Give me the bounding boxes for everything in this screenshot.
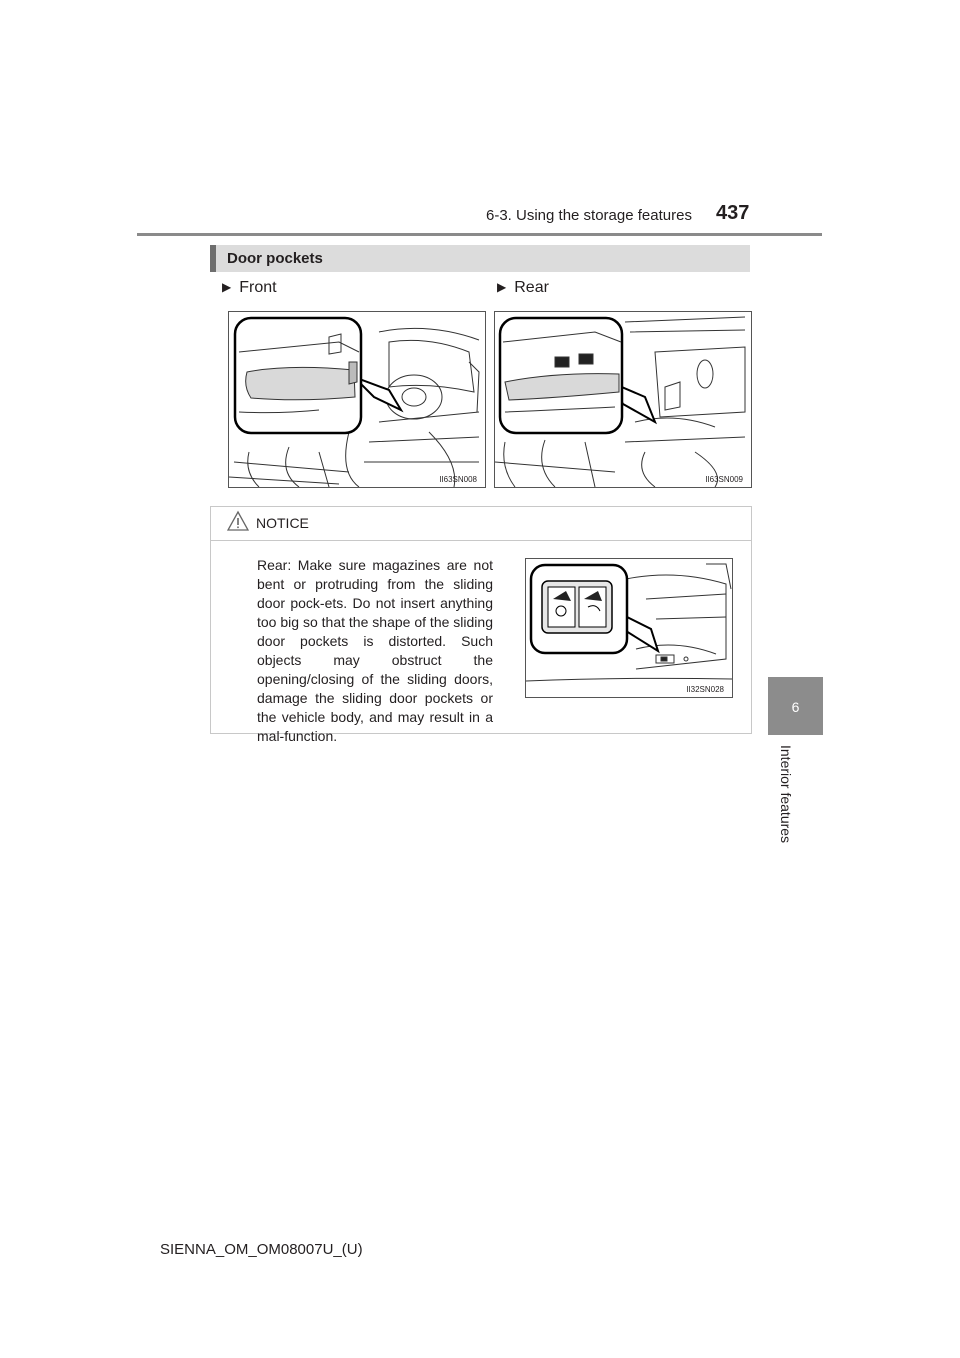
section-accent xyxy=(210,245,216,272)
footer-manual-id: SIENNA_OM_OM08007U_(U) xyxy=(160,1241,363,1258)
warning-triangle-icon xyxy=(227,510,249,532)
section-heading xyxy=(210,245,750,272)
figure-code: II32SN028 xyxy=(686,685,724,694)
notice-title: NOTICE xyxy=(256,515,309,531)
notice-text: Rear: Make sure magazines are not bent or protruding from the sliding door pock-ets. Do not insert anything too big so that the shape of the sliding door pockets is distorted. Such objects may obstruct the opening/closing of the sliding doors, damage the sliding door pockets or the vehicle body, and may result in a mal-function. xyxy=(257,557,493,744)
notice-divider xyxy=(211,540,751,541)
rear-label: ▶ Rear xyxy=(497,279,549,296)
figure-code: II63SN009 xyxy=(705,475,743,484)
page-number: 437 xyxy=(716,202,750,224)
rear-interior-drawing xyxy=(495,312,751,487)
triangle-bullet-icon: ▶ xyxy=(222,280,232,294)
notice-illustration xyxy=(525,558,733,698)
header-rule xyxy=(137,233,822,236)
rear-door-pocket-illustration xyxy=(494,311,752,488)
sliding-door-switch-drawing xyxy=(526,559,732,697)
header-section-title: 6-3. Using the storage features xyxy=(486,207,692,224)
triangle-bullet-icon: ▶ xyxy=(497,280,507,294)
chapter-tab xyxy=(768,677,823,735)
front-label: ▶ Front xyxy=(222,279,277,296)
notice-box xyxy=(210,506,752,744)
figure-code: II63SN008 xyxy=(439,475,477,484)
front-interior-drawing xyxy=(229,312,485,487)
chapter-number: 6 xyxy=(791,699,800,715)
chapter-title: Interior features xyxy=(778,745,794,844)
front-door-pocket-illustration xyxy=(228,311,486,488)
section-title: Door pockets xyxy=(227,250,323,267)
